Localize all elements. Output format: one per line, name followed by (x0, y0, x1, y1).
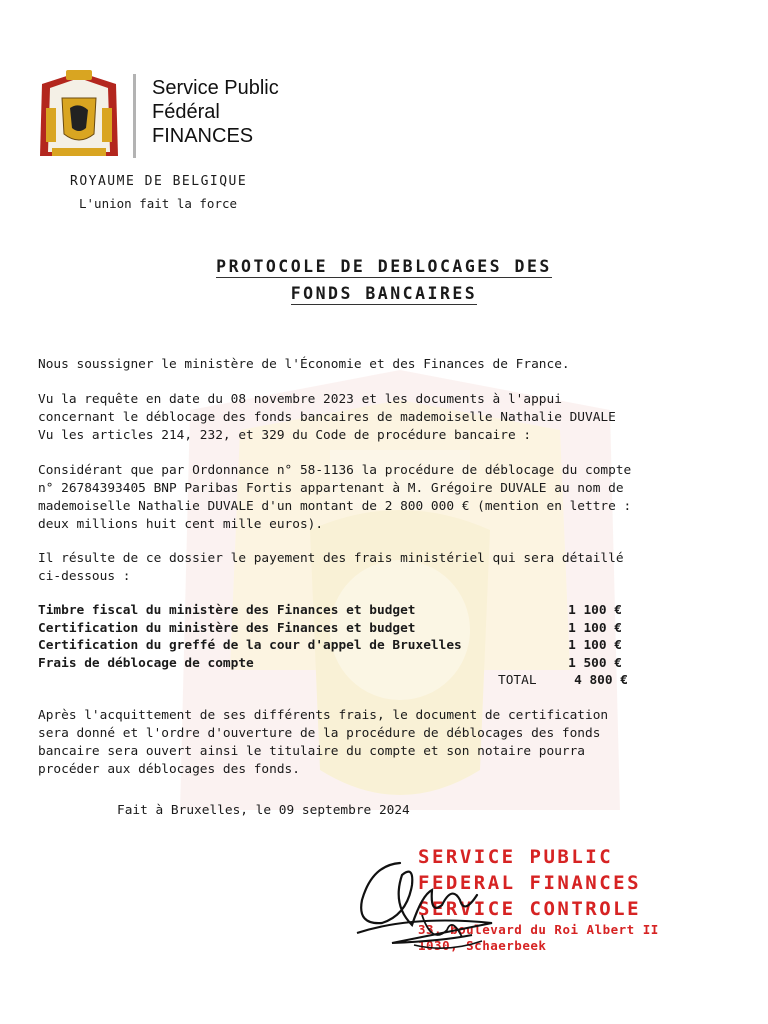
title-line-2: FONDS BANCAIRES (290, 284, 478, 303)
brand-line-3: FINANCES (152, 125, 254, 147)
total-amount: 4 800 € (574, 673, 628, 688)
motto: L'union fait la force (79, 196, 238, 211)
fee-amount: 1 500 € (568, 655, 622, 671)
fee-amount: 1 100 € (568, 638, 622, 653)
ministry-brand (152, 76, 279, 148)
fee-amount: 1 100 € (568, 620, 622, 636)
paragraph-considering: Considérant que par Ordonnance n° 58-1136 la procédure de déblocage du compte n° 26784393405 BNP Paribas Fortis appartenant à M. Grégoire DUVALE au nom de mademoiselle Nathalie DUVALE d'un montant de 2 800 000 € (mention en lettre : deux millions huit cent mille euros). (38, 463, 632, 532)
fee-row (38, 602, 622, 620)
brand-line-2: Fédéral (152, 101, 220, 123)
fee-row (38, 620, 622, 638)
fee-row (38, 655, 622, 673)
paragraph-request: Vu la requête en date du 08 novembre 2023 et les documents à l'appui concernant le déblocage des fonds bancaires de mademoiselle Nathalie DUVALE Vu les articles 214, 232, et 329 du Code de procédure bancaire : (38, 392, 616, 443)
brand-line-1: Service Public (152, 77, 279, 99)
fee-label: Certification du greffé de la cour d'appel de Bruxelles (38, 638, 462, 653)
paragraph-fees-intro: Il résulte de ce dossier le payement des frais ministériel qui sera détaillé ci-dessous : (38, 551, 624, 584)
header-divider (133, 74, 136, 158)
fee-amount: 1 100 € (568, 603, 622, 618)
fee-label: Frais de déblocage de compte (38, 655, 254, 671)
fees-table (38, 602, 628, 690)
kingdom-name: ROYAUME DE BELGIQUE (70, 174, 248, 189)
place-and-date: Fait à Bruxelles, le 09 septembre 2024 (117, 803, 410, 818)
stamp-line-2: FEDERAL FINANCES (418, 872, 642, 894)
fee-total-row (38, 672, 628, 690)
stamp-line-1: SERVICE PUBLIC (418, 846, 614, 868)
fee-label: Certification du ministère des Finances et budget (38, 620, 416, 636)
document-title (0, 257, 768, 305)
handwritten-signature (352, 845, 502, 960)
paragraph-intro: Nous soussigner le ministère de l'Économie et des Finances de France. (38, 357, 570, 372)
fee-label: Timbre fiscal du ministère des Finances et budget (38, 603, 416, 618)
stamp-line-3: SERVICE CONTROLE (418, 898, 642, 920)
paragraph-conclusion: Après l'acquittement de ses différents frais, le document de certification sera donné et l'ordre d'ouverture de la procédure de déblocages des fonds bancaire sera ouvert ainsi le titulaire du compte et son notaire pourra procéder aux déblocages des fonds. (38, 708, 609, 777)
stamp-address-2: 1030, Schaerbeek (418, 938, 547, 953)
title-line-1: PROTOCOLE DE DEBLOCAGES DES (216, 257, 552, 276)
stamp-address-1: 33, boulevard du Roi Albert II (418, 922, 659, 937)
belgian-coat-of-arms-logo (36, 68, 122, 162)
total-label: TOTAL (498, 673, 537, 688)
fee-row (38, 637, 622, 655)
